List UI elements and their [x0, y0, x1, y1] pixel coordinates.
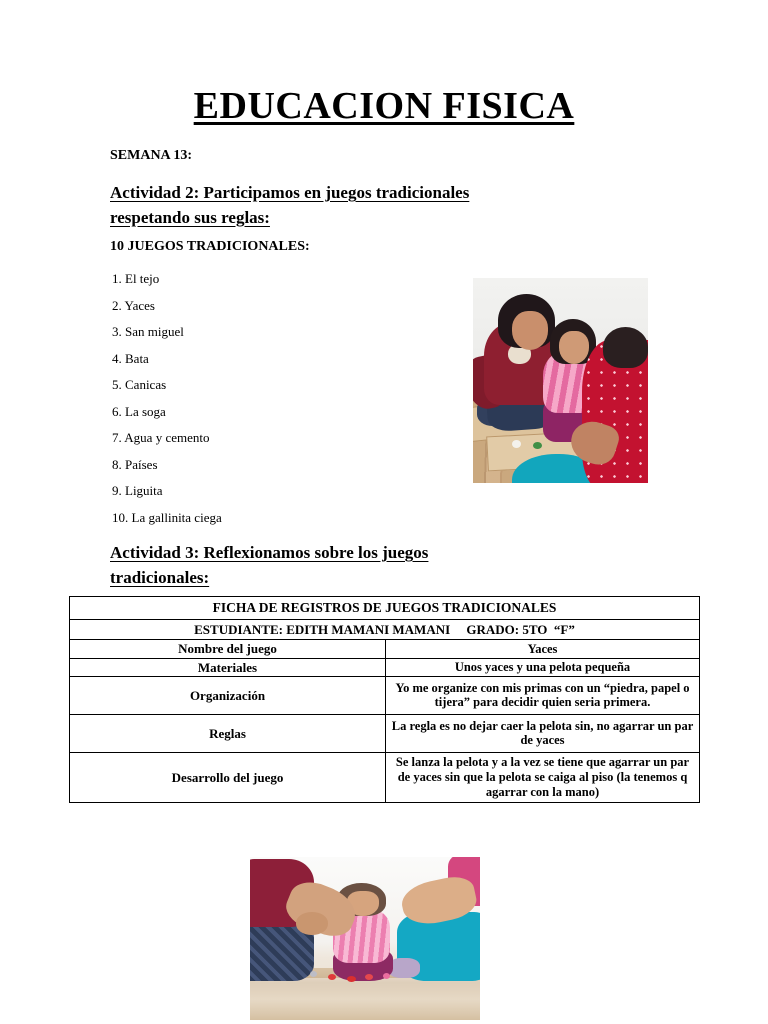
page-title-text: EDUCACION FISICA: [193, 85, 575, 127]
list-item: 7. Agua y cemento: [112, 430, 210, 445]
activity-2-heading: [110, 181, 610, 230]
list-item: 6. La soga: [112, 403, 166, 419]
table-row: [70, 597, 700, 620]
games-list: [112, 272, 412, 537]
table-row: [70, 658, 700, 676]
table-row: [70, 714, 700, 752]
table-title-cell: FICHA DE REGISTROS DE JUEGOS TRADICIONALES: [70, 597, 700, 620]
list-item: 9. Liguita: [112, 483, 163, 498]
row-value-reglas: La regla es no dejar caer la pelota sin, no agarrar un par de yaces: [386, 714, 700, 752]
list-item: 5. Canicas: [112, 377, 167, 392]
list-item: 4. Bata: [112, 350, 149, 366]
table-row: [70, 619, 700, 639]
row-label-reglas: Reglas: [70, 714, 386, 752]
activity-2-line-1: Actividad 2: Participamos en juegos tradicionales: [110, 183, 470, 202]
ficha-registros-table: [69, 596, 700, 803]
week-label: SEMANA 13:: [110, 148, 193, 163]
games-list-heading: 10 JUEGOS TRADICIONALES:: [110, 239, 310, 254]
row-value-desarrollo-del-juego: Se lanza la pelota y a la vez se tiene que agarrar un par de yaces sin que la pelota se caiga al piso (la tenemos q agarrar con la mano): [386, 752, 700, 802]
list-item: 10. La gallinita ciega: [112, 509, 222, 525]
list-item: 3. San miguel: [112, 324, 184, 339]
student-info-cell: ESTUDIANTE: EDITH MAMANI MAMANI GRADO: 5TO “F”: [70, 619, 700, 639]
activity-3-heading: [110, 541, 630, 590]
photo-children-playing-yaces-on-floor: [473, 278, 648, 483]
table-row: [70, 752, 700, 802]
row-label-materiales: Materiales: [70, 658, 386, 676]
row-value-organizacion: Yo me organize con mis primas con un “piedra, papel o tijera” para decidir quien seria primera.: [386, 676, 700, 714]
table-row: [70, 676, 700, 714]
row-label-organizacion: Organización: [70, 676, 386, 714]
row-value-materiales: Unos yaces y una pelota pequeña: [386, 658, 700, 676]
list-item: 8. Países: [112, 456, 158, 472]
page-title: [0, 86, 768, 128]
row-label-nombre-del-juego: Nombre del juego: [70, 640, 386, 658]
activity-3-line-2: tradicionales:: [110, 567, 210, 587]
table-row: [70, 640, 700, 658]
photo-children-low-angle-playing-jacks: [250, 857, 480, 1020]
row-value-nombre-del-juego: Yaces: [386, 640, 700, 658]
activity-2-line-2: respetando sus reglas:: [110, 207, 270, 227]
activity-3-line-1: Actividad 3: Reflexionamos sobre los juegos: [110, 543, 429, 562]
row-label-desarrollo-del-juego: Desarrollo del juego: [70, 752, 386, 802]
list-item: 2. Yaces: [112, 297, 155, 313]
list-item: 1. El tejo: [112, 271, 160, 286]
